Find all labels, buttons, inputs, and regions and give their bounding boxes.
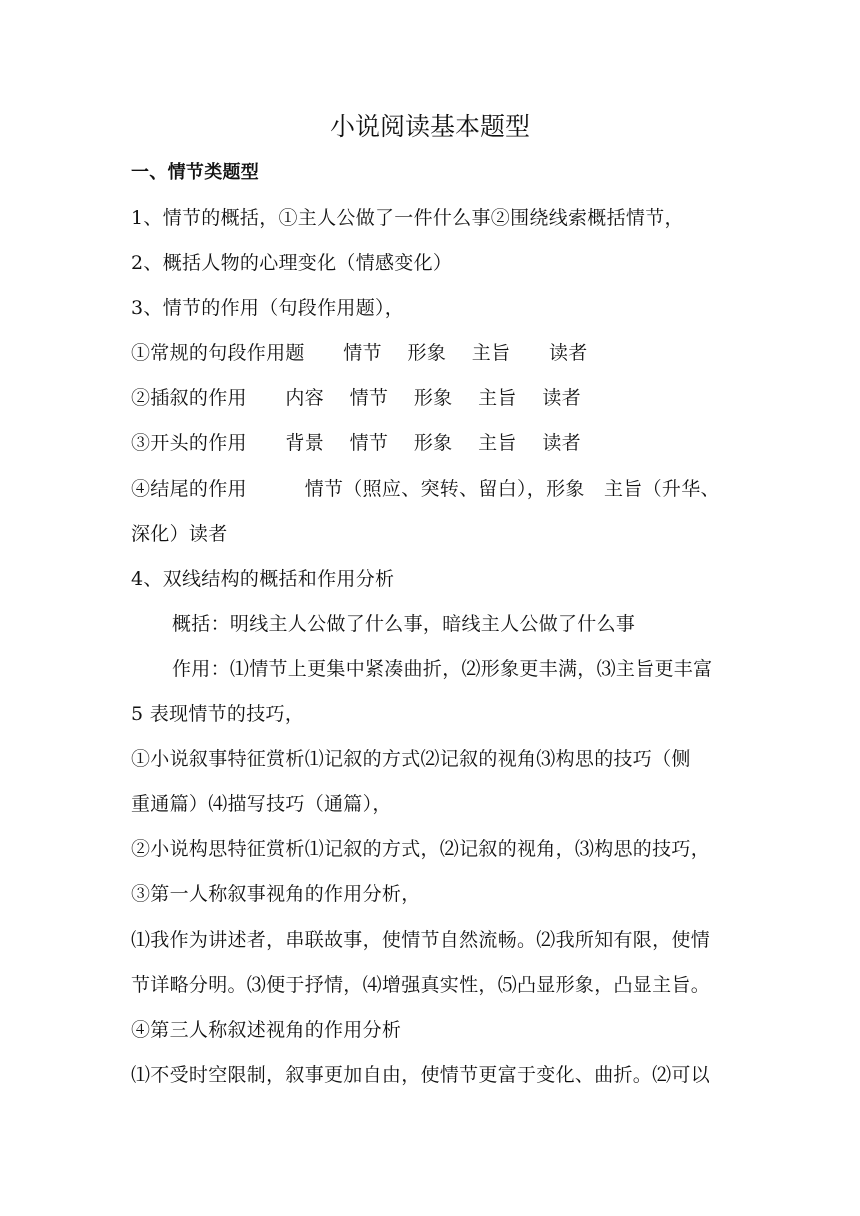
text-line: ①常规的句段作用题 情节 形象 主旨 读者 — [131, 342, 588, 364]
text-line: ⑴不受时空限制，叙事更加自由，使情节更富于变化、曲折。⑵可以 — [131, 1064, 711, 1086]
text-line: ①小说叙事特征赏析⑴记叙的方式⑵记叙的视角⑶构思的技巧（侧 — [131, 748, 691, 770]
text-line: 作用：⑴情节上更集中紧凑曲折，⑵形象更丰满，⑶主旨更丰富 — [172, 658, 713, 680]
text-line: 深化）读者 — [131, 523, 228, 545]
text-line: 重通篇）⑷描写技巧（通篇）， — [131, 793, 392, 815]
text-line: 2、概括人物的心理变化（情感变化） — [131, 252, 453, 274]
text-line: 4、双线结构的概括和作用分析 — [131, 568, 395, 590]
text-line: 1、情节的概括，①主人公做了一件什么事②围绕线索概括情节， — [131, 207, 684, 229]
text-line: ④第三人称叙述视角的作用分析 — [131, 1019, 402, 1041]
text-line: ③开头的作用 背景 情节 形象 主旨 读者 — [131, 432, 581, 454]
section-heading: 一、情节类题型 — [131, 162, 260, 183]
text-line: 3、情节的作用（句段作用题）， — [131, 297, 405, 319]
text-line: ②小说构思特征赏析⑴记叙的方式，⑵记叙的视角，⑶构思的技巧， — [131, 838, 711, 860]
text-line: 5 表现情节的技巧， — [131, 703, 305, 725]
document-title: 小说阅读基本题型 — [329, 112, 530, 141]
text-line: ⑴我作为讲述者，串联故事，使情节自然流畅。⑵我所知有限，使情 — [131, 929, 711, 951]
text-line: 概括：明线主人公做了什么事，暗线主人公做了什么事 — [172, 613, 636, 635]
text-line: ③第一人称叙事视角的作用分析， — [131, 883, 421, 905]
text-line: 节详略分明。⑶便于抒情，⑷增强真实性，⑸凸显形象，凸显主旨。 — [131, 974, 711, 996]
text-line: ②插叙的作用 内容 情节 形象 主旨 读者 — [131, 387, 581, 409]
text-line: ④结尾的作用 情节（照应、突转、留白），形象 主旨（升华、 — [131, 478, 720, 500]
